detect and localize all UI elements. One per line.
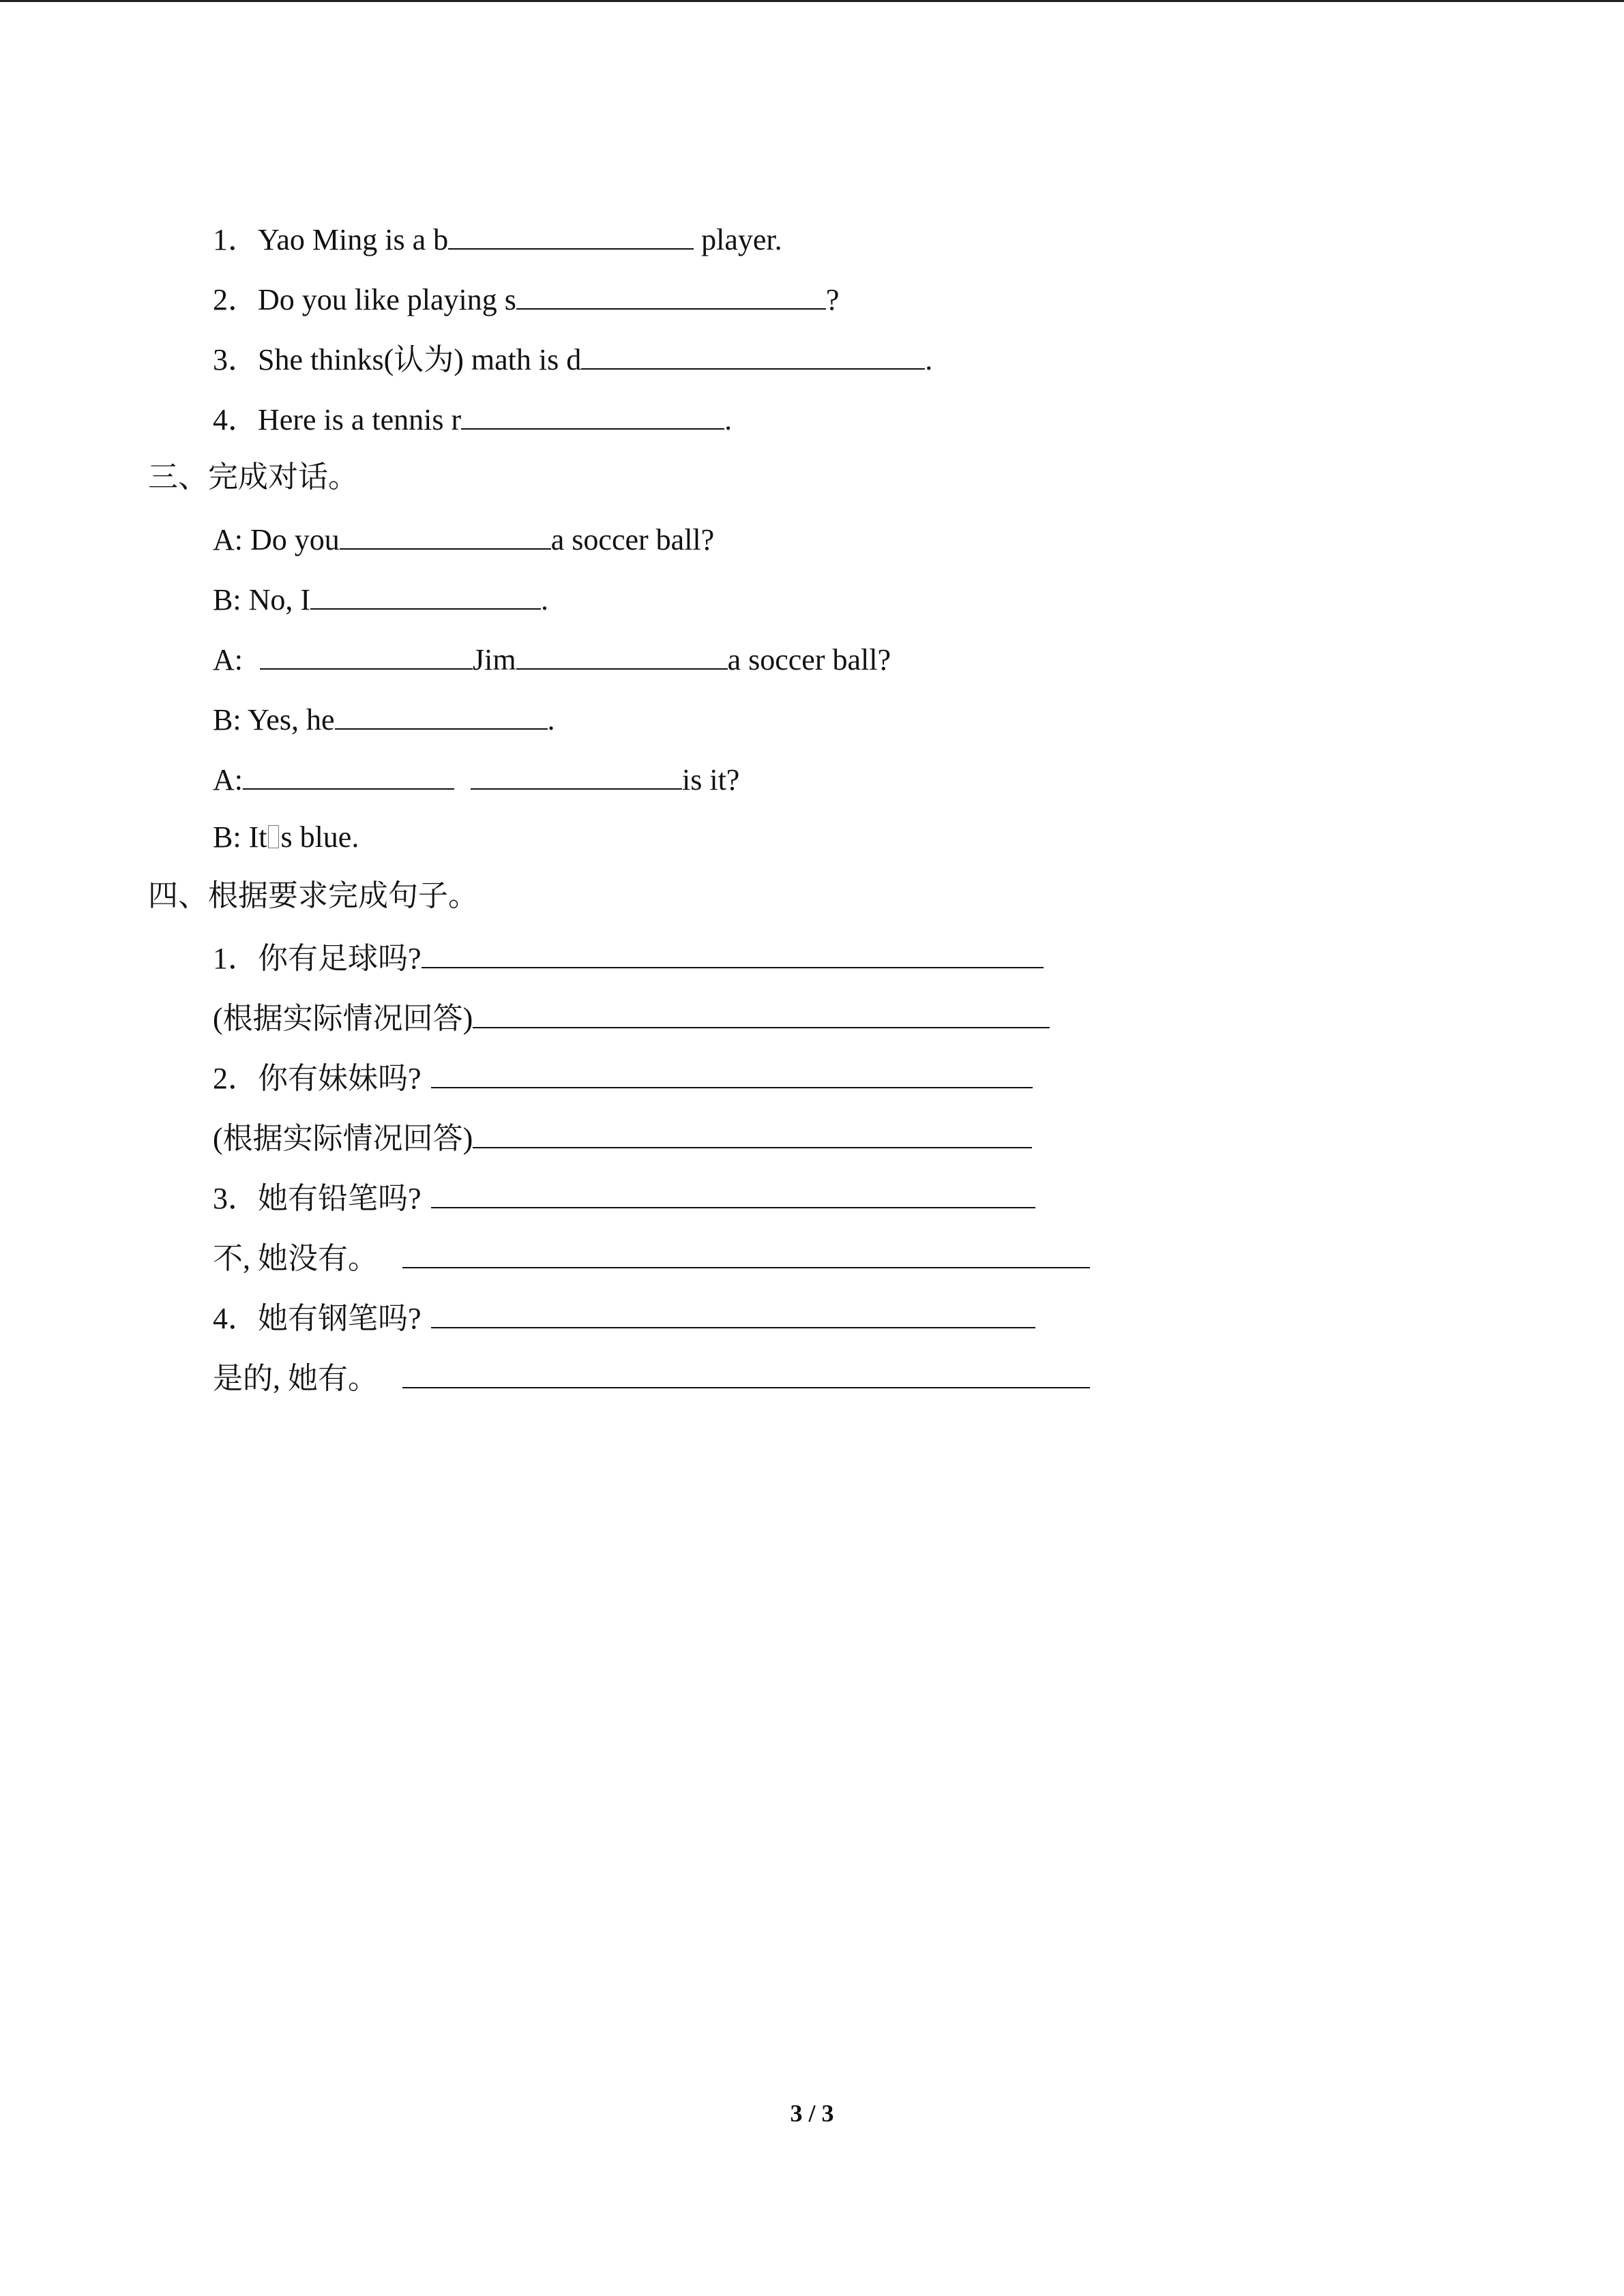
answer-blank[interactable] — [402, 1236, 1090, 1268]
translate-line-3 — [213, 1056, 1033, 1099]
prompt-text: (根据实际情况回答) — [213, 1002, 473, 1035]
dialogue-text: A: Do you — [213, 523, 340, 556]
section-4-heading: 四、根据要求完成句子。 — [148, 879, 478, 912]
translate-line-5 — [213, 1176, 1035, 1219]
answer-blank[interactable] — [431, 1056, 1033, 1088]
answer-blank[interactable] — [581, 337, 925, 370]
answer-blank[interactable] — [516, 637, 728, 670]
answer-blank[interactable] — [431, 1296, 1035, 1328]
prompt-text: 2．你有妹妹吗? — [213, 1062, 422, 1095]
answer-blank[interactable] — [431, 1176, 1035, 1208]
answer-blank[interactable] — [448, 217, 694, 250]
dialogue-text: is it? — [682, 763, 740, 796]
translate-line-4 — [213, 1116, 1032, 1159]
answer-blank[interactable] — [340, 517, 551, 550]
item-text: She thinks(认为) math is d — [258, 343, 582, 376]
answer-blank[interactable] — [473, 996, 1050, 1028]
dialogue-line-5 — [213, 757, 739, 801]
answer-blank[interactable] — [422, 936, 1044, 968]
item-text: . — [724, 403, 733, 436]
dialogue-line-4 — [213, 697, 555, 741]
item-number: 3． — [213, 343, 258, 376]
translate-line-2 — [213, 996, 1050, 1039]
section-3-heading: 三、完成对话。 — [148, 460, 358, 494]
dialogue-text: A: — [213, 643, 250, 676]
answer-blank[interactable] — [516, 277, 826, 310]
item-number: 2． — [213, 283, 258, 316]
translate-line-8 — [213, 1356, 1090, 1399]
prompt-text: (根据实际情况回答) — [213, 1122, 473, 1155]
item-number: 4． — [213, 403, 258, 436]
fill-item-2 — [213, 277, 839, 320]
answer-blank[interactable] — [402, 1356, 1090, 1388]
item-text: . — [925, 343, 933, 376]
answer-blank[interactable] — [461, 397, 724, 430]
prompt-text: 4．她有钢笔吗? — [213, 1302, 422, 1335]
translate-line-1 — [213, 936, 1044, 979]
dialogue-text: a soccer ball? — [727, 643, 891, 676]
answer-blank[interactable] — [310, 577, 541, 610]
prompt-text: 不, 她没有。 — [213, 1242, 378, 1275]
page-top-border — [0, 0, 1624, 2]
dialogue-text: Jim — [473, 643, 516, 676]
answer-blank[interactable] — [473, 1116, 1032, 1148]
prompt-text: 1．你有足球吗? — [213, 942, 422, 975]
dialogue-line-6 — [213, 817, 359, 858]
answer-blank[interactable] — [260, 637, 473, 670]
fill-item-3 — [213, 337, 932, 381]
fill-item-1 — [213, 217, 782, 260]
dialogue-text: A: — [213, 763, 243, 796]
translate-line-7 — [213, 1296, 1035, 1339]
dialogue-line-1 — [213, 517, 714, 561]
dialogue-text: B: It — [213, 820, 267, 854]
fill-item-4 — [213, 397, 732, 441]
item-text: Yao Ming is a b — [258, 223, 449, 256]
item-text: ? — [825, 283, 840, 316]
dialogue-text: . — [541, 583, 548, 616]
dialogue-text: B: No, I — [213, 583, 310, 616]
translate-line-6 — [213, 1236, 1090, 1279]
answer-blank[interactable] — [335, 697, 548, 730]
item-text: Here is a tennis r — [258, 403, 462, 436]
item-text: player. — [694, 223, 782, 256]
missing-glyph-box — [268, 825, 279, 848]
dialogue-text: s blue. — [280, 820, 359, 854]
prompt-text: 是的, 她有。 — [213, 1362, 378, 1395]
item-text: Do you like playing s — [258, 283, 516, 316]
answer-blank[interactable] — [243, 757, 454, 790]
dialogue-text: B: Yes, he — [213, 703, 335, 736]
dialogue-text: a soccer ball? — [550, 523, 715, 556]
dialogue-line-3 — [213, 637, 891, 681]
dialogue-text: . — [547, 703, 555, 736]
prompt-text: 3．她有铅笔吗? — [213, 1182, 422, 1215]
answer-blank[interactable] — [471, 757, 682, 790]
page-number: 3 / 3 — [790, 2100, 834, 2127]
item-number: 1． — [213, 223, 258, 256]
dialogue-line-2 — [213, 577, 548, 621]
